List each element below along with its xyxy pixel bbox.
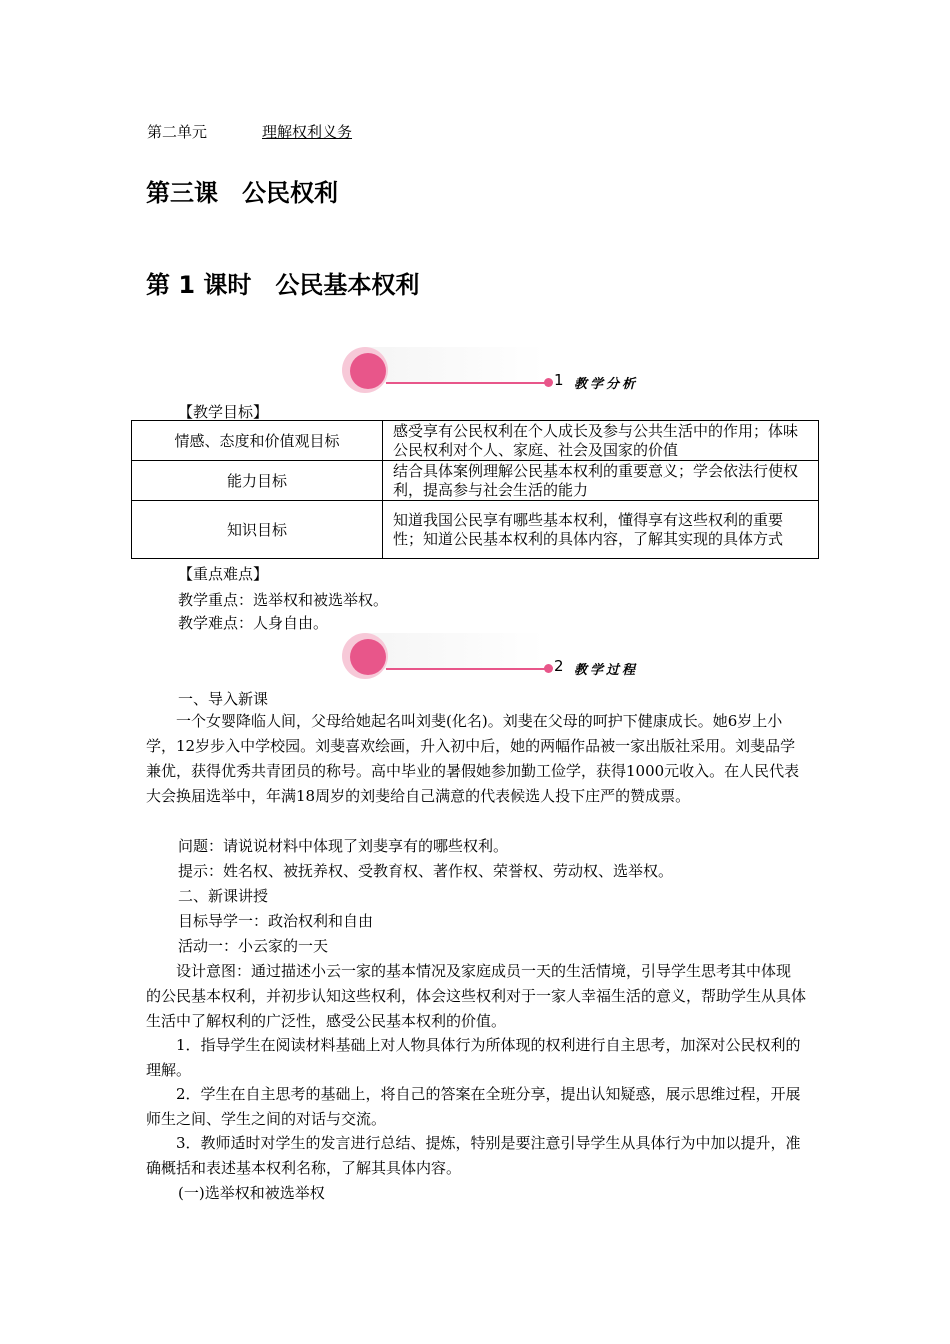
- banner-number: 1: [554, 371, 564, 389]
- goal-key: 知识目标: [132, 501, 383, 559]
- design-text: 通过描述小云一家的基本情况及家庭成员一天的生活情境，引导学生思考其中体现的公民基本权利，并初步认知这些权利，体会这些权利对于一家人幸福生活的意义，帮助学生从具体生活中了解权利的广泛性，感受公民基本权利的价值。: [146, 962, 807, 1030]
- banner-number: 2: [554, 657, 564, 675]
- table-row: [132, 461, 819, 501]
- hint: [178, 860, 673, 881]
- goal-value: 结合具体案例理解公民基本权利的重要意义；学会依法行使权利，提高参与社会生活的能力: [383, 461, 819, 501]
- difficult-point: [178, 612, 328, 633]
- unit-label: 第二单元: [147, 123, 208, 141]
- hint-text: 姓名权、被抚养权、受教育权、著作权、荣誉权、劳动权、选举权。: [223, 862, 674, 880]
- goal-key: 能力目标: [132, 461, 383, 501]
- key-point: [178, 589, 388, 610]
- section-heading-intro: 一、导入新课: [178, 690, 269, 708]
- key-point-label: 教学重点：: [178, 591, 254, 609]
- table-row: [132, 421, 819, 461]
- goal-key: 情感、态度和价值观目标: [132, 421, 383, 461]
- page-header: [147, 121, 352, 142]
- lesson-title: [146, 173, 338, 208]
- goal-value: 知道我国公民享有哪些基本权利，懂得享有这些权利的重要性；知道公民基本权利的具体内容，了解其实现的具体方式: [383, 501, 819, 559]
- subject-label: 理解权利义务: [262, 123, 353, 141]
- lesson-number: 第三课: [146, 179, 218, 207]
- goals-table: [131, 420, 819, 559]
- banner-title: 教学过程: [574, 663, 639, 678]
- goals-heading: 【教学目标】: [178, 403, 269, 421]
- difficult-point-label: 教学难点：: [178, 614, 254, 632]
- design-label: 设计意图：: [176, 962, 252, 980]
- subsection-heading: (一)选举权和被选举权: [178, 1184, 325, 1202]
- story-paragraph: 一个女婴降临人间，父母给她起名叫刘斐(化名)。刘斐在父母的呵护下健康成长。她6岁上小学，12岁步入中学校园。刘斐喜欢绘画，升入初中后，她的两幅作品被一家出版社采用。刘斐品学兼优，获得优秀共青团员的称号。高中毕业的暑假她参加勤工俭学，获得1000元收入。在人民代表大会换届选举中，年满18周岁的刘斐给自己满意的代表候选人投下庄严的赞成票。: [146, 712, 800, 805]
- difficult-point-text: 人身自由。: [253, 614, 329, 632]
- period-name: 公民基本权利: [275, 271, 420, 299]
- section-banner-analysis: [342, 347, 672, 395]
- question-label: 问题：: [178, 837, 224, 855]
- goal-value: 感受享有公民权利在个人成长及参与公共生活中的作用；体味公民权利对个人、家庭、社会及国家的价值: [383, 421, 819, 461]
- section-heading-new: 二、新课讲授: [178, 887, 269, 905]
- step-item: 1．指导学生在阅读材料基础上对人物具体行为所体现的权利进行自主思考，加深对公民权利的理解。: [146, 1036, 801, 1079]
- section-banner-process: [342, 633, 672, 681]
- step-item: 3．教师适时对学生的发言进行总结、提炼，特别是要注意引导学生从具体行为中加以提升，准确概括和表述基本权利名称，了解其具体内容。: [146, 1134, 801, 1177]
- period-title: [146, 265, 419, 300]
- lesson-name: 公民权利: [242, 179, 338, 207]
- question-text: 请说说材料中体现了刘斐享有的哪些权利。: [223, 837, 509, 855]
- question: [178, 835, 508, 856]
- period-number: 第 1 课时: [146, 271, 252, 299]
- banner-title: 教学分析: [574, 377, 639, 392]
- hint-label: 提示：: [178, 862, 224, 880]
- key-point-text: 选举权和被选举权。: [253, 591, 389, 609]
- table-row: [132, 501, 819, 559]
- goal-guide: 目标导学一：政治权利和自由: [178, 912, 374, 930]
- activity-text: 小云家的一天: [238, 937, 329, 955]
- activity: [178, 935, 328, 956]
- design-paragraph: [146, 959, 806, 1034]
- key-points-heading: 【重点难点】: [178, 565, 269, 583]
- step-item: 2．学生在自主思考的基础上，将自己的答案在全班分享，提出认知疑惑，展示思维过程，开展师生之间、学生之间的对话与交流。: [146, 1085, 801, 1128]
- activity-label: 活动一：: [178, 937, 239, 955]
